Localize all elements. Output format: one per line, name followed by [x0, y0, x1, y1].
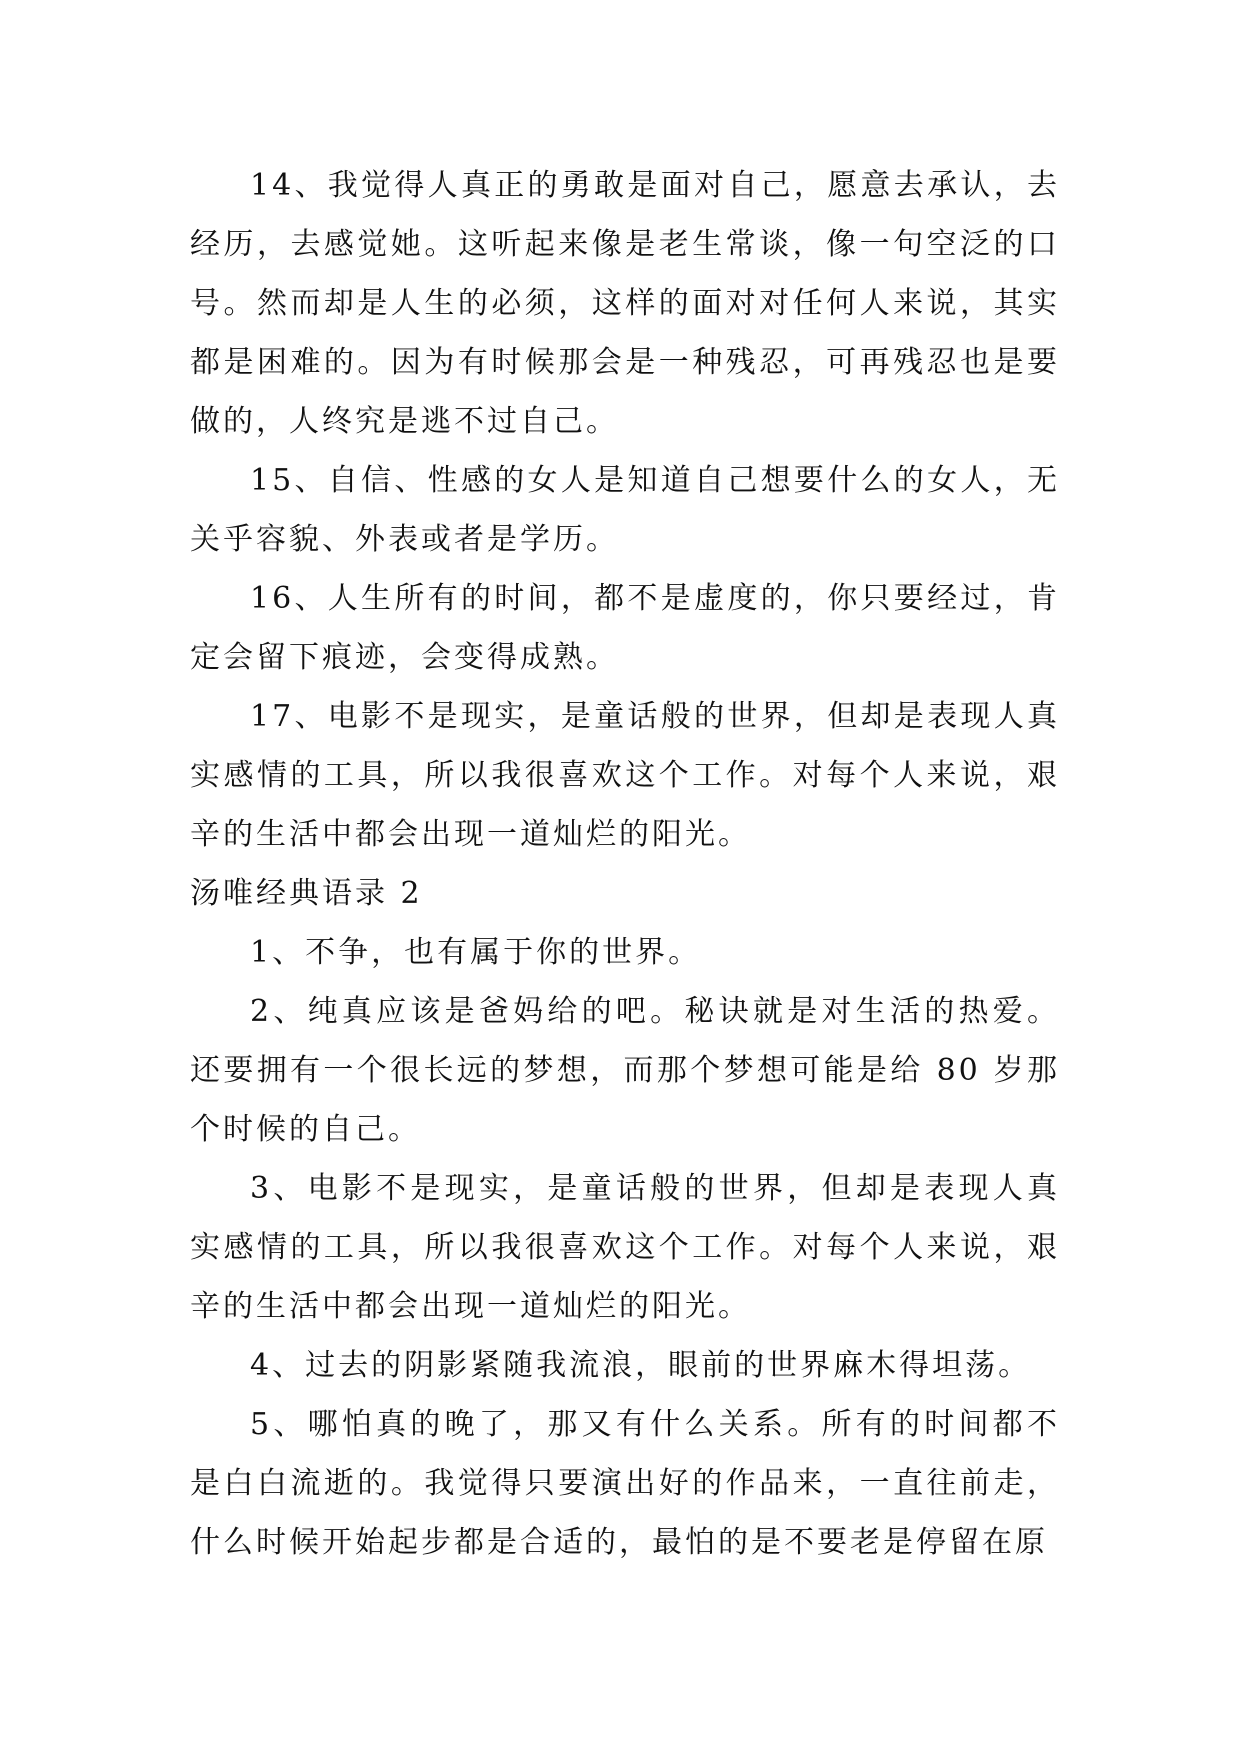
document-body — [190, 156, 1060, 1572]
section-heading: 汤唯经典语录 2 — [190, 876, 423, 911]
section2-quote-2: 2、纯真应该是爸妈给的吧。秘诀就是对生活的热爱。还要拥有一个很长远的梦想，而那个梦想可能是给 80 岁那个时候的自己。 — [190, 994, 1060, 1147]
quote-paragraph-16: 16、人生所有的时间，都不是虚度的，你只要经过，肯定会留下痕迹，会变得成熟。 — [190, 581, 1060, 675]
quote-paragraph-14: 14、我觉得人真正的勇敢是面对自己，愿意去承认，去经历，去感觉她。这听起来像是老生常谈，像一句空泛的口号。然而却是人生的必须，这样的面对对任何人来说，其实都是困难的。因为有时候那会是一种残忍，可再残忍也是要做的，人终究是逃不过自己。 — [190, 168, 1060, 439]
quote-paragraph-17: 17、电影不是现实，是童话般的世界，但却是表现人真实感情的工具，所以我很喜欢这个工作。对每个人来说，艰辛的生活中都会出现一道灿烂的阳光。 — [190, 699, 1060, 852]
section2-quote-5: 5、哪怕真的晚了，那又有什么关系。所有的时间都不是白白流逝的。我觉得只要演出好的作品来，一直往前走，什么时候开始起步都是合适的，最怕的是不要老是停留在原 — [190, 1407, 1060, 1560]
section2-quote-1: 1、不争，也有属于你的世界。 — [250, 935, 702, 970]
section2-quote-3: 3、电影不是现实，是童话般的世界，但却是表现人真实感情的工具，所以我很喜欢这个工作。对每个人来说，艰辛的生活中都会出现一道灿烂的阳光。 — [190, 1171, 1060, 1324]
section2-quote-4: 4、过去的阴影紧随我流浪，眼前的世界麻木得坦荡。 — [250, 1348, 1032, 1383]
quote-paragraph-15: 15、自信、性感的女人是知道自己想要什么的女人，无关乎容貌、外表或者是学历。 — [190, 463, 1060, 557]
